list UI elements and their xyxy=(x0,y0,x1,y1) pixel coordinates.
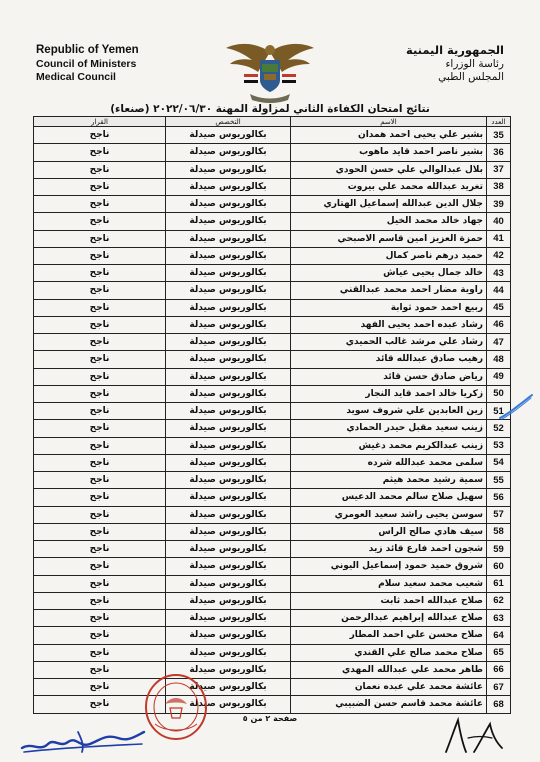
row-number: 57 xyxy=(487,506,511,523)
row-result: ناجح xyxy=(34,506,166,523)
header-ar-line-1: الجمهورية اليمنية xyxy=(405,43,504,57)
row-specialty: بكالوريوس صيدلة xyxy=(166,161,291,178)
row-number: 36 xyxy=(487,144,511,161)
row-specialty: بكالوريوس صيدلة xyxy=(166,661,291,678)
row-number: 49 xyxy=(487,368,511,385)
row-result: ناجح xyxy=(34,265,166,282)
row-result: ناجح xyxy=(34,403,166,420)
row-result: ناجح xyxy=(34,696,166,713)
row-name: سهيل صلاح سالم محمد الدعيس xyxy=(291,489,487,506)
row-number: 62 xyxy=(487,592,511,609)
row-name: بشير ناصر احمد قايد ماهوب xyxy=(291,144,487,161)
row-specialty: بكالوريوس صيدلة xyxy=(166,351,291,368)
yemen-eagle-emblem-icon xyxy=(222,38,318,108)
row-specialty: بكالوريوس صيدلة xyxy=(166,644,291,661)
signature-left-icon xyxy=(18,722,148,756)
column-header-number: العدد xyxy=(487,117,511,127)
table-header-row xyxy=(34,117,511,127)
row-specialty: بكالوريوس صيدلة xyxy=(166,454,291,471)
row-number: 65 xyxy=(487,644,511,661)
row-name: صلاح عبدالله إبراهيم عبدالرحمن xyxy=(291,610,487,627)
column-header-name: الاسم xyxy=(291,117,487,127)
document-title: نتائج امتحان الكفاءة الثاني لمزاولة المهنة ٢٠٢٢/٠٦/٣٠ (صنعاء) xyxy=(110,103,430,115)
row-number: 50 xyxy=(487,385,511,402)
row-result: ناجح xyxy=(34,644,166,661)
row-specialty: بكالوريوس صيدلة xyxy=(166,558,291,575)
table-row xyxy=(34,644,511,661)
row-name: سوسن يحيى راشد سعيد العومري xyxy=(291,506,487,523)
row-number: 63 xyxy=(487,610,511,627)
row-result: ناجح xyxy=(34,627,166,644)
table-row xyxy=(34,368,511,385)
row-specialty: بكالوريوس صيدلة xyxy=(166,403,291,420)
row-result: ناجح xyxy=(34,489,166,506)
table-row xyxy=(34,213,511,230)
row-result: ناجح xyxy=(34,282,166,299)
table-row xyxy=(34,403,511,420)
row-specialty: بكالوريوس صيدلة xyxy=(166,213,291,230)
row-specialty: بكالوريوس صيدلة xyxy=(166,523,291,540)
row-number: 37 xyxy=(487,161,511,178)
row-specialty: بكالوريوس صيدلة xyxy=(166,437,291,454)
row-result: ناجح xyxy=(34,661,166,678)
row-result: ناجح xyxy=(34,334,166,351)
row-result: ناجح xyxy=(34,575,166,592)
row-number: 38 xyxy=(487,178,511,195)
table-row xyxy=(34,161,511,178)
row-number: 48 xyxy=(487,351,511,368)
row-specialty: بكالوريوس صيدلة xyxy=(166,334,291,351)
row-result: ناجح xyxy=(34,385,166,402)
row-name: تغريد عبدالله محمد علي بيروت xyxy=(291,178,487,195)
row-specialty: بكالوريوس صيدلة xyxy=(166,247,291,264)
row-specialty: بكالوريوس صيدلة xyxy=(166,610,291,627)
row-name: رهيب صادق عبدالله قائد xyxy=(291,351,487,368)
table-body xyxy=(34,127,511,714)
row-result: ناجح xyxy=(34,472,166,489)
row-number: 58 xyxy=(487,523,511,540)
row-specialty: بكالوريوس صيدلة xyxy=(166,506,291,523)
table-row xyxy=(34,454,511,471)
pen-check-mark-icon xyxy=(498,392,534,422)
row-number: 66 xyxy=(487,661,511,678)
row-result: ناجح xyxy=(34,161,166,178)
row-name: صلاح عبدالله احمد ثابت xyxy=(291,592,487,609)
table-row xyxy=(34,385,511,402)
row-name: بلال عبدالوالي علي حسن الحودي xyxy=(291,161,487,178)
row-specialty: بكالوريوس صيدلة xyxy=(166,196,291,213)
table-row xyxy=(34,265,511,282)
row-number: 52 xyxy=(487,420,511,437)
row-specialty: بكالوريوس صيدلة xyxy=(166,282,291,299)
table-row xyxy=(34,144,511,161)
row-specialty: بكالوريوس صيدلة xyxy=(166,316,291,333)
row-specialty: بكالوريوس صيدلة xyxy=(166,265,291,282)
table-row xyxy=(34,592,511,609)
row-specialty: بكالوريوس صيدلة xyxy=(166,385,291,402)
table-row xyxy=(34,472,511,489)
row-result: ناجح xyxy=(34,196,166,213)
row-number: 59 xyxy=(487,541,511,558)
row-name: عائشة محمد علي عبده نعمان xyxy=(291,679,487,696)
row-specialty: بكالوريوس صيدلة xyxy=(166,592,291,609)
table-row xyxy=(34,299,511,316)
row-name: شروق حميد حمود إسماعيل اليوني xyxy=(291,558,487,575)
row-result: ناجح xyxy=(34,230,166,247)
row-number: 43 xyxy=(487,265,511,282)
row-result: ناجح xyxy=(34,144,166,161)
row-result: ناجح xyxy=(34,420,166,437)
table-row xyxy=(34,575,511,592)
table-row xyxy=(34,127,511,144)
row-result: ناجح xyxy=(34,541,166,558)
row-result: ناجح xyxy=(34,127,166,144)
row-specialty: بكالوريوس صيدلة xyxy=(166,489,291,506)
row-result: ناجح xyxy=(34,351,166,368)
table-row xyxy=(34,247,511,264)
row-result: ناجح xyxy=(34,316,166,333)
row-specialty: بكالوريوس صيدلة xyxy=(166,420,291,437)
page-number: صفحة ٢ من ٥ xyxy=(242,714,298,723)
row-specialty: بكالوريوس صيدلة xyxy=(166,575,291,592)
row-name: جلال الدين عبدالله إسماعيل الهتاري xyxy=(291,196,487,213)
row-name: سمية رشيد محمد هيثم xyxy=(291,472,487,489)
row-specialty: بكالوريوس صيدلة xyxy=(166,696,291,713)
row-name: شعيب محمد سعيد سلام xyxy=(291,575,487,592)
row-specialty: بكالوريوس صيدلة xyxy=(166,127,291,144)
table-row xyxy=(34,230,511,247)
results-table xyxy=(33,116,511,714)
row-name: شجون احمد فارع قائد زيد xyxy=(291,541,487,558)
row-number: 51 xyxy=(487,403,511,420)
row-number: 47 xyxy=(487,334,511,351)
row-name: زكريا خالد احمد قايد النجار xyxy=(291,385,487,402)
row-result: ناجح xyxy=(34,213,166,230)
row-number: 53 xyxy=(487,437,511,454)
row-name: صلاح محمد صالح علي القندي xyxy=(291,644,487,661)
row-name: خالد جمال يحيى عياش xyxy=(291,265,487,282)
row-name: زينب سعيد مقبل حيدر الحمادي xyxy=(291,420,487,437)
row-result: ناجح xyxy=(34,454,166,471)
table-row xyxy=(34,178,511,195)
row-result: ناجح xyxy=(34,679,166,696)
row-specialty: بكالوريوس صيدلة xyxy=(166,144,291,161)
row-name: طاهر محمد علي عبدالله المهدي xyxy=(291,661,487,678)
row-result: ناجح xyxy=(34,368,166,385)
row-result: ناجح xyxy=(34,178,166,195)
row-number: 67 xyxy=(487,679,511,696)
row-number: 41 xyxy=(487,230,511,247)
table-row xyxy=(34,334,511,351)
header-en-line-1: Republic of Yemen xyxy=(36,44,139,56)
row-name: زين العابدين علي شروف سويد xyxy=(291,403,487,420)
header-ar-line-3: المجلس الطبي xyxy=(438,71,504,83)
row-name: رياض صادق حسن قائد xyxy=(291,368,487,385)
header-ar-line-2: رئاسة الوزراء xyxy=(445,57,504,70)
row-number: 35 xyxy=(487,127,511,144)
medical-council-stamp-icon xyxy=(143,672,209,742)
row-number: 55 xyxy=(487,472,511,489)
row-number: 45 xyxy=(487,299,511,316)
table-row xyxy=(34,489,511,506)
row-number: 61 xyxy=(487,575,511,592)
table-row xyxy=(34,523,511,540)
row-result: ناجح xyxy=(34,299,166,316)
row-name: سيف هادي صالح الراس xyxy=(291,523,487,540)
table-row xyxy=(34,627,511,644)
header-en-line-3: Medical Council xyxy=(36,71,116,83)
table-row xyxy=(34,696,511,713)
row-number: 46 xyxy=(487,316,511,333)
row-name: سلمى محمد عبدالله شرده xyxy=(291,454,487,471)
row-number: 68 xyxy=(487,696,511,713)
table-row xyxy=(34,506,511,523)
row-number: 60 xyxy=(487,558,511,575)
row-specialty: بكالوريوس صيدلة xyxy=(166,472,291,489)
row-specialty: بكالوريوس صيدلة xyxy=(166,368,291,385)
row-specialty: بكالوريوس صيدلة xyxy=(166,541,291,558)
row-name: صلاح محسن علي احمد المطار xyxy=(291,627,487,644)
row-name: حميد درهم ناصر كمال xyxy=(291,247,487,264)
row-name: رشاد عبده احمد يحيى الفهد xyxy=(291,316,487,333)
row-name: ربيع احمد حمود ثوابة xyxy=(291,299,487,316)
column-header-specialty: التخصص xyxy=(166,117,291,127)
row-result: ناجح xyxy=(34,610,166,627)
row-number: 40 xyxy=(487,213,511,230)
row-result: ناجح xyxy=(34,247,166,264)
row-result: ناجح xyxy=(34,437,166,454)
table-row xyxy=(34,610,511,627)
table-row xyxy=(34,282,511,299)
row-number: 42 xyxy=(487,247,511,264)
row-result: ناجح xyxy=(34,523,166,540)
row-specialty: بكالوريوس صيدلة xyxy=(166,178,291,195)
row-name: راوية مضار احمد محمد عبدالقني xyxy=(291,282,487,299)
header-english xyxy=(36,44,139,85)
header-en-line-2: Council of Ministers xyxy=(36,57,137,70)
table-row xyxy=(34,541,511,558)
table-row xyxy=(34,351,511,368)
row-name: رشاد علي مرشد غالب الحميدي xyxy=(291,334,487,351)
row-number: 56 xyxy=(487,489,511,506)
table-row xyxy=(34,420,511,437)
table-row xyxy=(34,558,511,575)
header-arabic xyxy=(406,44,504,85)
row-result: ناجح xyxy=(34,592,166,609)
table-row xyxy=(34,437,511,454)
row-specialty: بكالوريوس صيدلة xyxy=(166,627,291,644)
row-result: ناجح xyxy=(34,558,166,575)
row-number: 64 xyxy=(487,627,511,644)
row-specialty: بكالوريوس صيدلة xyxy=(166,299,291,316)
row-name: جهاد خالد محمد الخيل xyxy=(291,213,487,230)
row-number: 54 xyxy=(487,454,511,471)
row-specialty: بكالوريوس صيدلة xyxy=(166,679,291,696)
table-row xyxy=(34,316,511,333)
table-row xyxy=(34,661,511,678)
row-name: بشير علي يحيى احمد همدان xyxy=(291,127,487,144)
row-name: زينب عبدالكريم محمد دغيش xyxy=(291,437,487,454)
table-row xyxy=(34,679,511,696)
row-number: 39 xyxy=(487,196,511,213)
row-name: عائشة محمد قاسم حسن الضبيبي xyxy=(291,696,487,713)
row-number: 44 xyxy=(487,282,511,299)
column-header-result: القرار xyxy=(34,117,166,127)
table-row xyxy=(34,196,511,213)
row-specialty: بكالوريوس صيدلة xyxy=(166,230,291,247)
row-name: حمزة العزيز امين قاسم الاصبحي xyxy=(291,230,487,247)
